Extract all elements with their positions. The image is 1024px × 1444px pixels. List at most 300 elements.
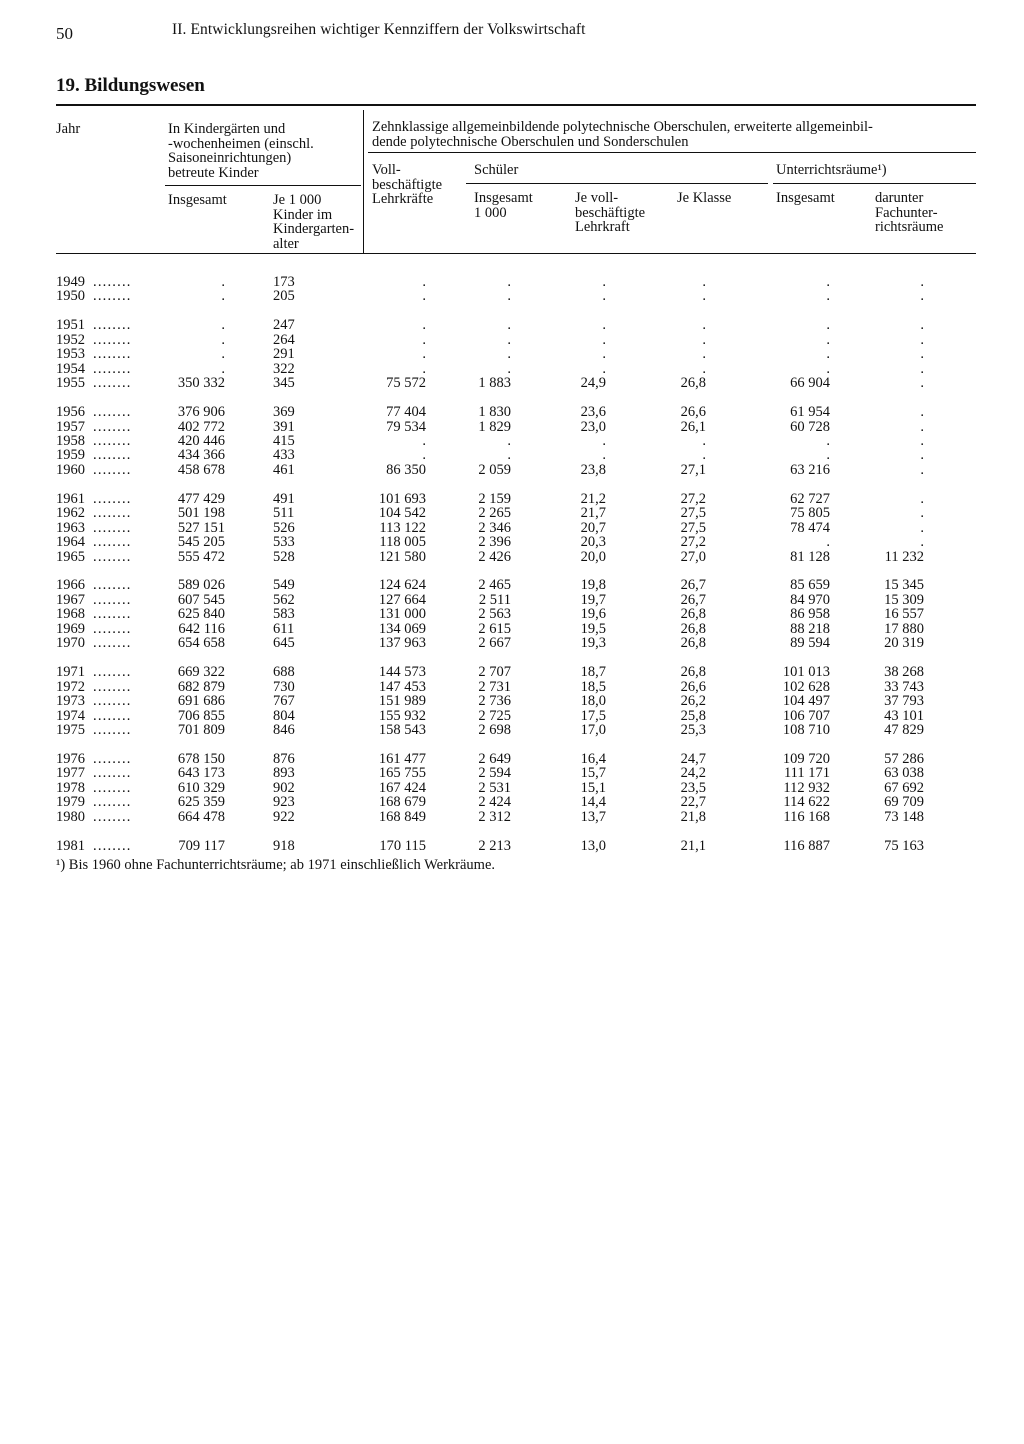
- year-cell: 1959: [56, 447, 85, 464]
- dot-leader: ........: [93, 779, 132, 796]
- year-cell: 1969: [56, 620, 85, 637]
- rooms-total-cell: 88 218: [790, 620, 830, 637]
- header-pupils-per-teacher: [575, 191, 645, 235]
- teachers-cell: 137 963: [378, 635, 426, 652]
- pupils-per-teacher-cell: 15,1: [580, 779, 606, 796]
- header-line: Lehrkraft: [575, 219, 630, 236]
- pupils-per-class-cell: .: [702, 346, 706, 363]
- header-line: betreute Kinder: [168, 164, 259, 181]
- rooms-special-cell: .: [920, 375, 924, 392]
- dot-leader: ........: [93, 505, 132, 522]
- dot-leader: ........: [93, 707, 132, 724]
- rooms-special-cell: 15 309: [884, 591, 924, 608]
- rooms-total-cell: 116 887: [783, 837, 830, 854]
- rooms-total-cell: 81 128: [790, 548, 830, 565]
- pupils-per-teacher-cell: .: [602, 346, 606, 363]
- teachers-cell: .: [422, 346, 426, 363]
- pupils-cell: .: [507, 346, 511, 363]
- pupils-per-class-cell: 26,2: [680, 693, 706, 710]
- teachers-cell: 101 693: [378, 490, 426, 507]
- kindergarten-group-rule: [165, 185, 361, 186]
- teachers-cell: 147 453: [378, 678, 426, 695]
- pupils-per-class-cell: 27,2: [680, 490, 706, 507]
- kindergarten-total-cell: 607 545: [177, 591, 225, 608]
- kindergarten-per1000-cell: 902: [273, 779, 295, 796]
- year-cell: 1955: [56, 375, 85, 392]
- rooms-total-cell: 63 216: [790, 461, 830, 478]
- kindergarten-per1000-cell: 345: [273, 375, 295, 392]
- dot-leader: ........: [93, 519, 132, 536]
- kindergarten-per1000-cell: 533: [273, 534, 295, 551]
- kindergarten-total-cell: 501 198: [177, 505, 225, 522]
- kindergarten-per1000-cell: 549: [273, 577, 295, 594]
- rooms-total-cell: 78 474: [790, 519, 830, 536]
- kindergarten-total-cell: 701 809: [177, 721, 225, 738]
- table-row: [0, 607, 1024, 622]
- teachers-cell: 158 543: [378, 721, 426, 738]
- rooms-special-cell: 15 345: [884, 577, 924, 594]
- pupils-per-teacher-cell: 13,0: [580, 837, 606, 854]
- kindergarten-per1000-cell: 491: [273, 490, 295, 507]
- table-row: [0, 766, 1024, 781]
- teachers-cell: 104 542: [378, 505, 426, 522]
- pupils-cell: 2 312: [478, 808, 511, 825]
- rooms-special-cell: 37 793: [884, 693, 924, 710]
- rooms-total-cell: .: [826, 447, 830, 464]
- rooms-special-cell: 17 880: [884, 620, 924, 637]
- header-line: beschäftigte: [575, 204, 646, 221]
- header-line: Kinder im: [273, 206, 333, 223]
- dot-leader: ........: [93, 620, 132, 637]
- table-row: [0, 362, 1024, 377]
- pupils-per-class-cell: 26,7: [680, 577, 706, 594]
- header-line: -wochenheimen (einschl.: [168, 135, 314, 152]
- dot-leader: ........: [93, 721, 132, 738]
- teachers-cell: 127 664: [378, 591, 426, 608]
- kindergarten-total-cell: 527 151: [177, 519, 225, 536]
- kindergarten-per1000-cell: 893: [273, 765, 295, 782]
- pupils-cell: 2 531: [478, 779, 511, 796]
- rooms-special-cell: .: [920, 317, 924, 334]
- kindergarten-per1000-cell: 369: [273, 404, 295, 421]
- pupils-cell: .: [507, 360, 511, 377]
- pupils-cell: 2 563: [478, 606, 511, 623]
- header-line: Lehrkräfte: [372, 191, 434, 208]
- column-divider: [363, 110, 364, 253]
- table-row: [0, 810, 1024, 825]
- year-cell: 1962: [56, 505, 85, 522]
- rooms-total-cell: 116 168: [783, 808, 830, 825]
- rooms-special-cell: .: [920, 346, 924, 363]
- pupils-per-class-cell: 25,8: [680, 707, 706, 724]
- kindergarten-total-cell: 625 359: [177, 794, 225, 811]
- pupils-cell: .: [507, 288, 511, 305]
- pupils-cell: 2 511: [478, 591, 511, 608]
- teachers-cell: .: [422, 432, 426, 449]
- pupils-per-class-cell: .: [702, 432, 706, 449]
- pupils-per-class-cell: 27,2: [680, 534, 706, 551]
- rooms-total-cell: 114 622: [783, 794, 830, 811]
- rooms-special-cell: .: [920, 534, 924, 551]
- teachers-cell: 121 580: [378, 548, 426, 565]
- table-row: [0, 448, 1024, 463]
- table-row: [0, 636, 1024, 651]
- pupils-per-class-cell: 23,5: [680, 779, 706, 796]
- pupils-per-class-cell: 22,7: [680, 794, 706, 811]
- table-row: [0, 275, 1024, 290]
- pupils-per-class-cell: 21,1: [680, 837, 706, 854]
- pupils-per-class-cell: 24,7: [680, 750, 706, 767]
- header-rooms-special: [875, 191, 943, 235]
- year-cell: 1960: [56, 461, 85, 478]
- rooms-special-cell: .: [920, 360, 924, 377]
- header-teachers: [372, 163, 442, 207]
- kindergarten-total-cell: 682 879: [177, 678, 225, 695]
- teachers-cell: 168 849: [378, 808, 426, 825]
- kindergarten-per1000-cell: 923: [273, 794, 295, 811]
- kindergarten-total-cell: 678 150: [177, 750, 225, 767]
- year-cell: 1968: [56, 606, 85, 623]
- table-row: [0, 578, 1024, 593]
- kindergarten-total-cell: 642 116: [178, 620, 225, 637]
- pupils-per-teacher-cell: 15,7: [580, 765, 606, 782]
- year-cell: 1971: [56, 664, 85, 681]
- year-cell: 1958: [56, 432, 85, 449]
- teachers-cell: 168 679: [378, 794, 426, 811]
- pupils-per-class-cell: .: [702, 317, 706, 334]
- pupils-per-teacher-cell: 19,5: [580, 620, 606, 637]
- rooms-total-cell: 112 932: [783, 779, 830, 796]
- year-cell: 1949: [56, 274, 85, 290]
- header-line: Voll-: [372, 162, 401, 178]
- pupils-cell: .: [507, 447, 511, 464]
- table-row: [0, 839, 1024, 854]
- kindergarten-per1000-cell: 804: [273, 707, 295, 724]
- pupils-per-teacher-cell: 23,0: [580, 418, 606, 435]
- year-cell: 1974: [56, 707, 85, 724]
- dot-leader: ........: [93, 664, 132, 681]
- teachers-cell: 144 573: [378, 664, 426, 681]
- pupils-group-rule: [466, 183, 768, 184]
- pupils-cell: .: [507, 432, 511, 449]
- teachers-cell: 113 122: [379, 519, 426, 536]
- kindergarten-total-cell: 664 478: [177, 808, 225, 825]
- rooms-special-cell: .: [920, 490, 924, 507]
- pupils-cell: 2 649: [478, 750, 511, 767]
- table-row: [0, 420, 1024, 435]
- rooms-total-cell: 60 728: [790, 418, 830, 435]
- header-rooms-group: Unterrichtsräume¹): [776, 162, 887, 178]
- teachers-cell: 151 989: [378, 693, 426, 710]
- teachers-cell: .: [422, 447, 426, 464]
- rooms-total-cell: .: [826, 534, 830, 551]
- teachers-cell: .: [422, 288, 426, 305]
- kindergarten-total-cell: 654 658: [177, 635, 225, 652]
- kindergarten-per1000-cell: 730: [273, 678, 295, 695]
- pupils-per-teacher-cell: 23,8: [580, 461, 606, 478]
- table-row: [0, 535, 1024, 550]
- pupils-cell: 2 725: [478, 707, 511, 724]
- teachers-cell: 79 534: [386, 418, 426, 435]
- rooms-total-cell: .: [826, 346, 830, 363]
- table-row: [0, 289, 1024, 304]
- pupils-per-class-cell: .: [702, 360, 706, 377]
- dot-leader: ........: [93, 808, 132, 825]
- rooms-total-cell: .: [826, 317, 830, 334]
- kindergarten-total-cell: 691 686: [177, 693, 225, 710]
- dot-leader: ........: [93, 432, 132, 449]
- pupils-cell: 2 213: [478, 837, 511, 854]
- table-row: [0, 593, 1024, 608]
- pupils-cell: 2 424: [478, 794, 511, 811]
- pupils-per-class-cell: 21,8: [680, 808, 706, 825]
- rooms-special-cell: 16 557: [884, 606, 924, 623]
- table-row: [0, 665, 1024, 680]
- header-line: 1 000: [474, 204, 507, 221]
- rooms-special-cell: 38 268: [884, 664, 924, 681]
- teachers-cell: 161 477: [378, 750, 426, 767]
- kindergarten-per1000-cell: 526: [273, 519, 295, 536]
- kindergarten-per1000-cell: 433: [273, 447, 295, 464]
- header-pupils-per-class: Je Klasse: [677, 190, 732, 206]
- dot-leader: ........: [93, 360, 132, 377]
- year-cell: 1965: [56, 548, 85, 565]
- pupils-cell: .: [507, 331, 511, 348]
- header-line: Fachunter-: [875, 204, 938, 221]
- pupils-cell: 2 465: [478, 577, 511, 594]
- year-cell: 1981: [56, 837, 85, 854]
- pupils-per-teacher-cell: 21,7: [580, 505, 606, 522]
- pupils-per-teacher-cell: 18,5: [580, 678, 606, 695]
- teachers-cell: 75 572: [386, 375, 426, 392]
- rooms-total-cell: .: [826, 288, 830, 305]
- kindergarten-per1000-cell: 205: [273, 288, 295, 305]
- pupils-per-teacher-cell: 23,6: [580, 404, 606, 421]
- header-line: Kindergarten-: [273, 221, 355, 238]
- school-group-rule: [368, 152, 976, 153]
- header-line: alter: [273, 235, 299, 252]
- dot-leader: ........: [93, 693, 132, 710]
- rooms-special-cell: 63 038: [884, 765, 924, 782]
- teachers-cell: 165 755: [378, 765, 426, 782]
- table-row: [0, 506, 1024, 521]
- table-row: [0, 492, 1024, 507]
- pupils-per-teacher-cell: .: [602, 331, 606, 348]
- kindergarten-total-cell: 610 329: [177, 779, 225, 796]
- table-row: [0, 752, 1024, 767]
- kindergarten-per1000-cell: 583: [273, 606, 295, 623]
- dot-leader: ........: [93, 346, 132, 363]
- kindergarten-total-cell: 643 173: [177, 765, 225, 782]
- table-row: [0, 622, 1024, 637]
- rooms-total-cell: 102 628: [782, 678, 830, 695]
- header-pupils-total: [474, 191, 533, 220]
- dot-leader: ........: [93, 548, 132, 565]
- pupils-cell: 2 346: [478, 519, 511, 536]
- pupils-per-teacher-cell: .: [602, 274, 606, 290]
- pupils-per-class-cell: .: [702, 274, 706, 290]
- pupils-per-teacher-cell: 17,5: [580, 707, 606, 724]
- kindergarten-total-cell: .: [221, 331, 225, 348]
- table-row: [0, 709, 1024, 724]
- table-row: [0, 694, 1024, 709]
- header-line: richtsräume: [875, 219, 944, 236]
- teachers-cell: .: [422, 331, 426, 348]
- kindergarten-total-cell: .: [221, 360, 225, 377]
- dot-leader: ........: [93, 794, 132, 811]
- dot-leader: ........: [93, 375, 132, 392]
- kindergarten-total-cell: 376 906: [177, 404, 225, 421]
- pupils-per-class-cell: 26,8: [680, 606, 706, 623]
- table-row: [0, 795, 1024, 810]
- dot-leader: ........: [93, 274, 132, 290]
- rooms-total-cell: 86 958: [790, 606, 830, 623]
- pupils-cell: 2 059: [478, 461, 511, 478]
- rooms-special-cell: 47 829: [884, 721, 924, 738]
- header-kindergarten-total: Insgesamt: [168, 192, 227, 208]
- kindergarten-total-cell: .: [221, 288, 225, 305]
- pupils-cell: 1 830: [478, 404, 511, 421]
- year-cell: 1970: [56, 635, 85, 652]
- rooms-special-cell: .: [920, 461, 924, 478]
- pupils-cell: 2 698: [478, 721, 511, 738]
- dot-leader: ........: [93, 750, 132, 767]
- kindergarten-per1000-cell: 322: [273, 360, 295, 377]
- year-cell: 1954: [56, 360, 85, 377]
- dot-leader: ........: [93, 288, 132, 305]
- year-cell: 1980: [56, 808, 85, 825]
- pupils-per-class-cell: 26,6: [680, 404, 706, 421]
- dot-leader: ........: [93, 591, 132, 608]
- rooms-special-cell: .: [920, 505, 924, 522]
- rooms-special-cell: 67 692: [884, 779, 924, 796]
- pupils-cell: 1 829: [478, 418, 511, 435]
- dot-leader: ........: [93, 331, 132, 348]
- year-cell: 1952: [56, 331, 85, 348]
- pupils-per-teacher-cell: 19,7: [580, 591, 606, 608]
- pupils-cell: 2 667: [478, 635, 511, 652]
- kindergarten-total-cell: 420 446: [177, 432, 225, 449]
- rooms-special-cell: .: [920, 519, 924, 536]
- pupils-per-teacher-cell: 24,9: [580, 375, 606, 392]
- rooms-special-cell: 75 163: [884, 837, 924, 854]
- rooms-total-cell: .: [826, 360, 830, 377]
- year-cell: 1950: [56, 288, 85, 305]
- year-cell: 1956: [56, 404, 85, 421]
- kindergarten-per1000-cell: 264: [273, 331, 295, 348]
- kindergarten-total-cell: 458 678: [177, 461, 225, 478]
- kindergarten-total-cell: 625 840: [177, 606, 225, 623]
- dot-leader: ........: [93, 461, 132, 478]
- year-cell: 1972: [56, 678, 85, 695]
- kindergarten-total-cell: 545 205: [177, 534, 225, 551]
- table-row: [0, 521, 1024, 536]
- dot-leader: ........: [93, 418, 132, 435]
- dot-leader: ........: [93, 317, 132, 334]
- rooms-total-cell: 85 659: [790, 577, 830, 594]
- kindergarten-per1000-cell: 846: [273, 721, 295, 738]
- teachers-cell: 134 069: [378, 620, 426, 637]
- year-cell: 1967: [56, 591, 85, 608]
- year-cell: 1978: [56, 779, 85, 796]
- dot-leader: ........: [93, 490, 132, 507]
- table-row: [0, 781, 1024, 796]
- table-row: [0, 347, 1024, 362]
- header-year: Jahr: [56, 121, 81, 137]
- pupils-per-class-cell: 27,5: [680, 505, 706, 522]
- header-kindergarten-per1000: [273, 193, 354, 251]
- kindergarten-total-cell: 669 322: [177, 664, 225, 681]
- teachers-cell: 155 932: [378, 707, 426, 724]
- teachers-cell: 86 350: [386, 461, 426, 478]
- kindergarten-total-cell: 402 772: [177, 418, 225, 435]
- kindergarten-per1000-cell: 391: [273, 418, 295, 435]
- year-cell: 1963: [56, 519, 85, 536]
- kindergarten-per1000-cell: 922: [273, 808, 295, 825]
- kindergarten-per1000-cell: 247: [273, 317, 295, 334]
- pupils-per-teacher-cell: 14,4: [580, 794, 606, 811]
- teachers-cell: .: [422, 317, 426, 334]
- pupils-per-class-cell: 26,8: [680, 375, 706, 392]
- kindergarten-per1000-cell: 688: [273, 664, 295, 681]
- kindergarten-per1000-cell: 173: [273, 274, 295, 290]
- dot-leader: ........: [93, 404, 132, 421]
- kindergarten-total-cell: 706 855: [177, 707, 225, 724]
- rooms-total-cell: 66 904: [790, 375, 830, 392]
- pupils-per-teacher-cell: 19,8: [580, 577, 606, 594]
- kindergarten-per1000-cell: 611: [273, 620, 295, 637]
- teachers-cell: 118 005: [379, 534, 426, 551]
- rooms-total-cell: .: [826, 331, 830, 348]
- pupils-per-teacher-cell: 18,7: [580, 664, 606, 681]
- teachers-cell: 131 000: [378, 606, 426, 623]
- page-number: 50: [56, 24, 73, 43]
- pupils-per-teacher-cell: .: [602, 432, 606, 449]
- header-line: dende polytechnische Oberschulen und Sonderschulen: [372, 133, 689, 150]
- rooms-special-cell: 20 319: [884, 635, 924, 652]
- kindergarten-per1000-cell: 511: [273, 505, 295, 522]
- pupils-cell: 1 883: [478, 375, 511, 392]
- rooms-total-cell: 108 710: [782, 721, 830, 738]
- pupils-per-class-cell: 26,7: [680, 591, 706, 608]
- rooms-total-cell: 84 970: [790, 591, 830, 608]
- rooms-total-cell: 111 171: [783, 765, 830, 782]
- kindergarten-per1000-cell: 767: [273, 693, 295, 710]
- header-line: darunter: [875, 190, 924, 206]
- running-header: II. Entwicklungsreihen wichtiger Kennziffern der Volkswirtschaft: [172, 21, 586, 38]
- header-rooms-total: Insgesamt: [776, 190, 835, 206]
- pupils-per-teacher-cell: 20,7: [580, 519, 606, 536]
- rooms-special-cell: .: [920, 288, 924, 305]
- pupils-per-class-cell: 26,8: [680, 664, 706, 681]
- header-line: Saisoneinrichtungen): [168, 150, 292, 167]
- pupils-per-class-cell: 25,3: [680, 721, 706, 738]
- pupils-per-teacher-cell: .: [602, 317, 606, 334]
- kindergarten-total-cell: 709 117: [178, 837, 225, 854]
- pupils-cell: 2 707: [478, 664, 511, 681]
- year-cell: 1953: [56, 346, 85, 363]
- year-cell: 1951: [56, 317, 85, 334]
- year-cell: 1979: [56, 794, 85, 811]
- rooms-special-cell: .: [920, 331, 924, 348]
- table-row: [0, 318, 1024, 333]
- table-top-rule: [56, 104, 976, 106]
- kindergarten-per1000-cell: 562: [273, 591, 295, 608]
- teachers-cell: 167 424: [378, 779, 426, 796]
- table-row: [0, 550, 1024, 565]
- teachers-cell: 77 404: [386, 404, 426, 421]
- rooms-special-cell: 57 286: [884, 750, 924, 767]
